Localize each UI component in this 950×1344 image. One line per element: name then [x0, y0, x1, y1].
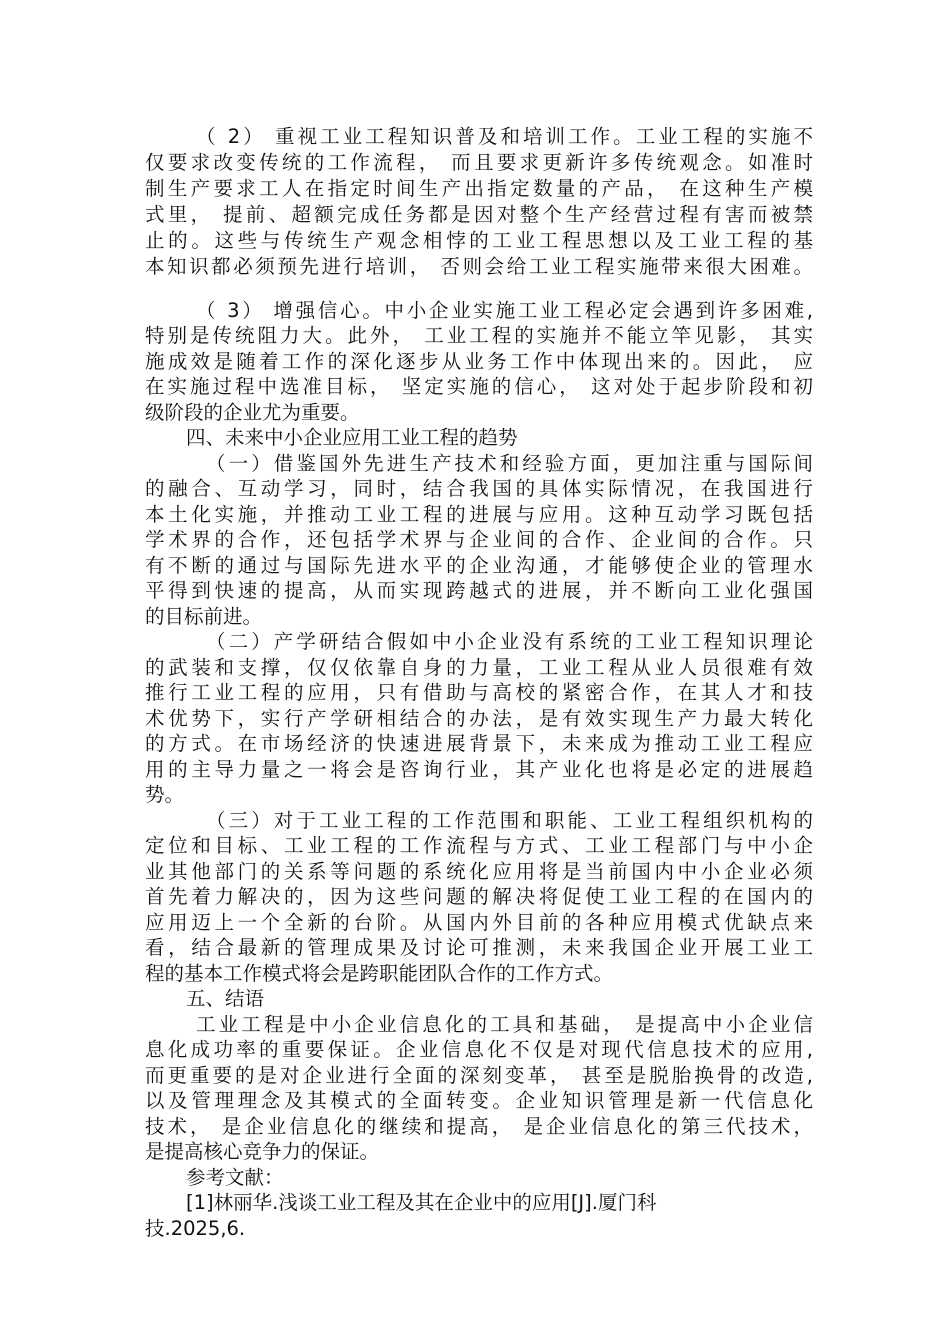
paragraph-line: （二）产学研结合假如中小企业没有系统的工业工程知识理论 [206, 630, 813, 653]
paragraph-line: 业其他部门的关系等问题的系统化应用将是当前国内中小企业必须 [145, 860, 813, 883]
paragraph-line: 的方式。在市场经济的快速进展背景下，未来成为推动工业工程应 [145, 732, 813, 755]
section-heading: 五、结语 [186, 987, 265, 1010]
paragraph-line: 式里， 提前、超额完成任务都是因对整个生产经营过程有害而被禁 [145, 203, 813, 226]
paragraph-line: 有不断的通过与国际先进水平的企业沟通，才能够使企业的管理水 [145, 554, 813, 577]
paragraph-line: 术优势下，实行产学研相结合的办法，是有效实现生产力最大转化 [145, 707, 813, 730]
paragraph-line: 息化成功率的重要保证。企业信息化不仅是对现代信息技术的应用, [145, 1038, 813, 1061]
paragraph-line: 程的基本工作模式将会是跨职能团队合作的工作方式。 [145, 962, 614, 985]
paragraph-line: 本土化实施，并推动工业工程的进展与应用。这种互动学习既包括 [145, 503, 813, 526]
paragraph-line: （三）对于工业工程的工作范围和职能、工业工程组织机构的 [206, 809, 813, 832]
paragraph-line: 学术界的合作，还包括学术界与企业间的合作、企业间的合作。只 [145, 528, 813, 551]
paragraph-line: 平得到快速的提高，从而实现跨越式的进展，并不断向工业化强国 [145, 579, 813, 602]
paragraph-line: 技术， 是企业信息化的继续和提高， 是企业信息化的第三代技术， [145, 1115, 813, 1138]
paragraph-line: 的武装和支撑，仅仅依靠自身的力量，工业工程从业人员很难有效 [145, 656, 813, 679]
section-heading: 四、未来中小企业应用工业工程的趋势 [186, 426, 518, 449]
paragraph-line: 施成效是随着工作的深化逐步从业务工作中体现出来的。因此， 应 [145, 350, 813, 373]
paragraph-line: 看，结合最新的管理成果及讨论可推测，未来我国企业开展工业工 [145, 936, 813, 959]
references-heading: 参考文献： [186, 1166, 284, 1189]
paragraph-line: 用的主导力量之一将会是咨询行业，其产业化也将是必定的进展趋 [145, 758, 813, 781]
reference-item-continuation: 技.2025,6. [145, 1217, 246, 1240]
paragraph-line: 级阶段的企业尤为重要。 [145, 401, 360, 424]
paragraph-line: 而更重要的是对企业进行全面的深刻变革， 甚至是脱胎换骨的改造, [145, 1064, 813, 1087]
paragraph-line: （ 3） 增强信心。中小企业实施工业工程必定会遇到许多困难, [196, 299, 813, 322]
paragraph-line: 以及管理理念及其模式的全面转变。企业知识管理是新一代信息化 [145, 1089, 813, 1112]
paragraph-line: （ 2） 重视工业工程知识普及和培训工作。工业工程的实施不 [196, 125, 813, 148]
paragraph-line: 的目标前进。 [145, 605, 263, 628]
paragraph-line: 仅要求改变传统的工作流程， 而且要求更新许多传统观念。如准时 [145, 151, 813, 174]
paragraph-line: 本知识都必须预先进行培训， 否则会给工业工程实施带来很大困难。 [145, 255, 813, 278]
paragraph-line: 势。 [145, 783, 185, 806]
paragraph-line: 首先着力解决的，因为这些问题的解决将促使工业工程的在国内的 [145, 885, 813, 908]
paragraph-line: 止的。这些与传统生产观念相悖的工业工程思想以及工业工程的基 [145, 229, 813, 252]
paragraph-line: 定位和目标、工业工程的工作流程与方式、工业工程部门与中小企 [145, 834, 813, 857]
paragraph-line: 的融合、互动学习，同时，结合我国的具体实际情况，在我国进行 [145, 477, 813, 500]
reference-item: [1]林丽华.浅谈工业工程及其在企业中的应用[J].厦门科 [186, 1191, 657, 1214]
paragraph-line: （一）借鉴国外先进生产技术和经验方面，更加注重与国际间 [206, 452, 813, 475]
paragraph-line: 工业工程是中小企业信息化的工具和基础， 是提高中小企业信 [196, 1013, 813, 1036]
paragraph-line: 制生产要求工人在指定时间生产出指定数量的产品， 在这种生产模 [145, 177, 813, 200]
paragraph-line: 在实施过程中选准目标， 坚定实施的信心， 这对处于起步阶段和初 [145, 375, 813, 398]
paragraph-line: 应用迈上一个全新的台阶。从国内外目前的各种应用模式优缺点来 [145, 911, 813, 934]
paragraph-line: 是提高核心竞争力的保证。 [145, 1140, 380, 1163]
paragraph-line: 特别是传统阻力大。此外， 工业工程的实施并不能立竿见影， 其实 [145, 324, 813, 347]
paragraph-line: 推行工业工程的应用，只有借助与高校的紧密合作，在其人才和技 [145, 681, 813, 704]
